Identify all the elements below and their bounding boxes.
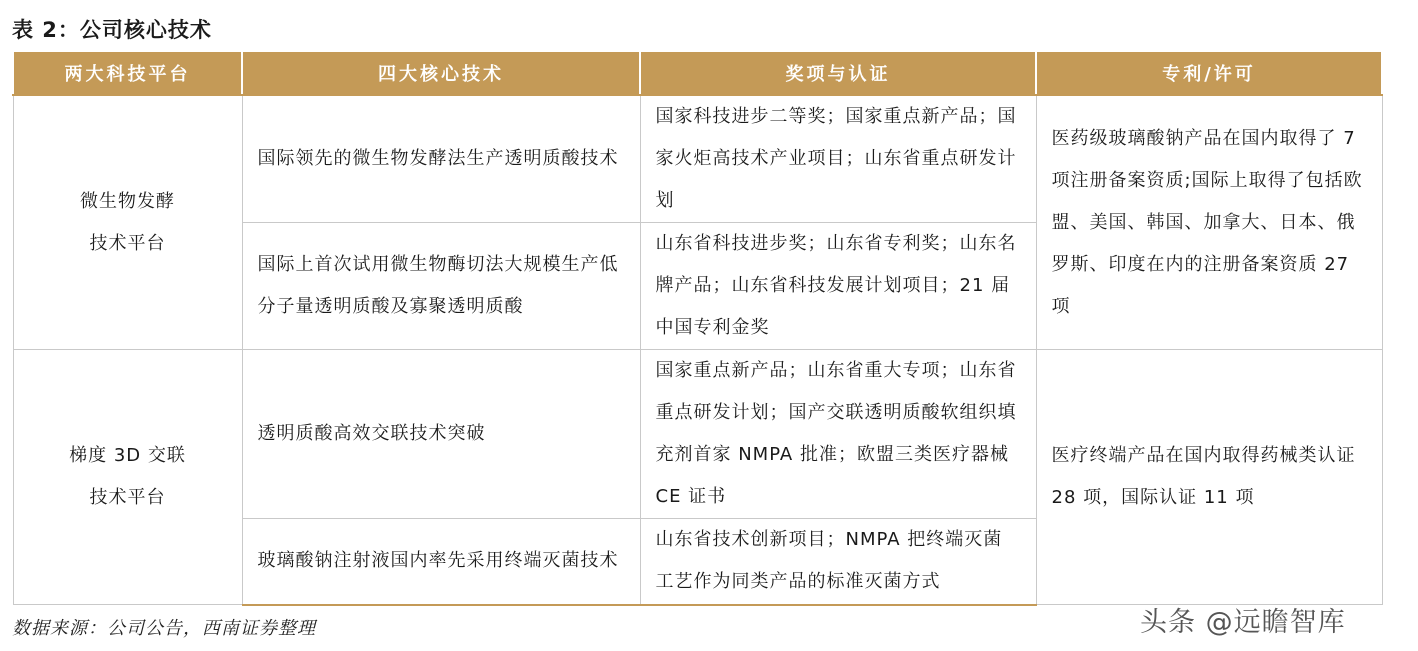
platform-name-suffix: 技术平台: [89, 232, 166, 254]
awards-cell: 国家科技进步二等奖；国家重点新产品；国家火炬高技术产业项目；山东省重点研发计划: [640, 95, 1036, 223]
platform-name: 微生物发酵: [80, 190, 175, 212]
technology-cell: 国际上首次试用微生物酶切法大规模生产低分子量透明质酸及寡聚透明质酸: [242, 223, 640, 350]
awards-cell: 国家重点新产品；山东省重大专项；山东省重点研发计划；国产交联透明质酸软组织填充剂首家 NMPA 批准；欧盟三类医疗器械 CE 证书: [640, 350, 1036, 519]
table-title: 表 2：公司核心技术: [12, 18, 212, 42]
table-row: [13, 350, 1382, 519]
platform-name: 梯度 3D 交联: [69, 445, 186, 466]
technology-cell: 玻璃酸钠注射液国内率先采用终端灭菌技术: [242, 519, 640, 605]
patent-cell: 医药级玻璃酸钠产品在国内取得了 7 项注册备案资质;国际上取得了包括欧盟、美国、韩国、加拿大、日本、俄罗斯、印度在内的注册备案资质 27 项: [1036, 95, 1382, 350]
platform-cell: [13, 95, 242, 350]
header-patent: 专利/许可: [1036, 52, 1382, 95]
awards-cell: 山东省技术创新项目；NMPA 把终端灭菌工艺作为同类产品的标准灭菌方式: [640, 519, 1036, 605]
technology-cell: 国际领先的微生物发酵法生产透明质酸技术: [242, 95, 640, 223]
header-core-technology: 四大核心技术: [242, 52, 640, 95]
header-awards: 奖项与认证: [640, 52, 1036, 95]
core-technology-table: [12, 52, 1383, 606]
awards-cell: 山东省科技进步奖；山东省专利奖；山东名牌产品；山东省科技发展计划项目；21 届中国专利金奖: [640, 223, 1036, 350]
technology-cell: 透明质酸高效交联技术突破: [242, 350, 640, 519]
header-platform: 两大科技平台: [13, 52, 242, 95]
patent-cell: 医疗终端产品在国内取得药械类认证 28 项，国际认证 11 项: [1036, 350, 1382, 605]
watermark: 头条 @远瞻智库: [1140, 607, 1346, 638]
source-note: 数据来源：公司公告，西南证券整理: [12, 618, 316, 639]
platform-cell: [13, 350, 242, 605]
table-row: [13, 95, 1382, 223]
platform-name-suffix: 技术平台: [89, 487, 166, 508]
table-header-row: [13, 52, 1382, 95]
